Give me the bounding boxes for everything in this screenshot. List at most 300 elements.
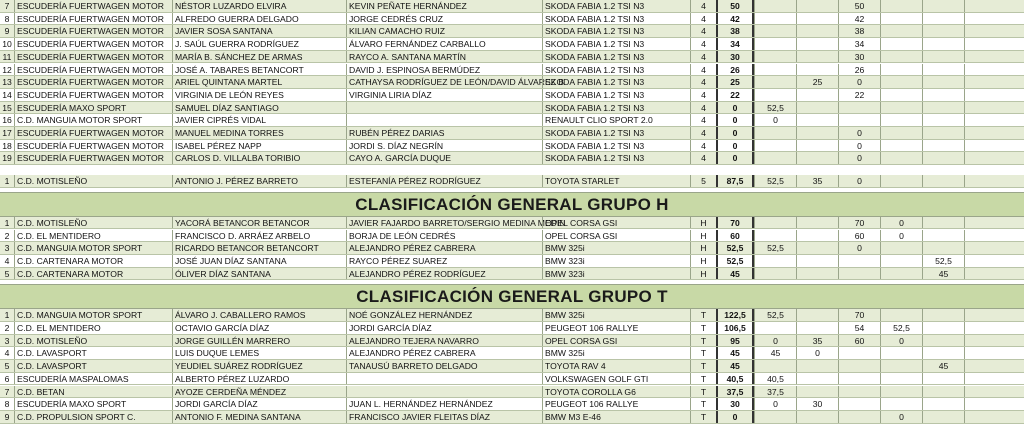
team-cell: ESCUDERÍA FUERTWAGEN MOTOR: [14, 25, 172, 37]
codriver-cell: JAVIER FAJARDO BARRETO/SERGIO MEDINA MEDIN: [346, 217, 542, 229]
codriver-cell: JORDI S. DÍAZ NEGRÍN: [346, 140, 542, 152]
team-cell: ESCUDERÍA FUERTWAGEN MOTOR: [14, 127, 172, 139]
total-points-cell: 45: [716, 360, 754, 372]
rally-6-points-cell: [964, 38, 1024, 50]
rally-1-points-cell: 37,5: [754, 386, 796, 398]
rally-4-points-cell: [880, 114, 922, 126]
total-points-cell: 122,5: [716, 309, 754, 321]
total-points-cell: 0: [716, 152, 754, 164]
class-cell: 4: [690, 64, 716, 76]
class-cell: T: [690, 322, 716, 334]
rally-3-points-cell: 26: [838, 64, 880, 76]
rally-3-points-cell: 60: [838, 335, 880, 347]
rally-5-points-cell: 52,5: [922, 255, 964, 267]
rally-1-points-cell: [754, 89, 796, 101]
team-cell: ESCUDERÍA FUERTWAGEN MOTOR: [14, 140, 172, 152]
team-cell: ESCUDERÍA FUERTWAGEN MOTOR: [14, 89, 172, 101]
rally-2-points-cell: [796, 322, 838, 334]
table-row: [0, 217, 1024, 230]
rally-6-points-cell: [964, 230, 1024, 242]
rally-5-points-cell: [922, 411, 964, 423]
rally-1-points-cell: [754, 127, 796, 139]
rally-2-points-cell: [796, 152, 838, 164]
codriver-cell: [346, 102, 542, 114]
rally-2-points-cell: [796, 268, 838, 280]
rally-3-points-cell: [838, 360, 880, 372]
car-cell: BMW M3 E-46: [542, 411, 690, 423]
rally-1-points-cell: [754, 255, 796, 267]
rally-2-points-cell: [796, 140, 838, 152]
rally-6-points-cell: [964, 322, 1024, 334]
driver-cell: RICARDO BETANCOR BETANCORT: [172, 242, 346, 254]
total-points-cell: 22: [716, 89, 754, 101]
rally-5-points-cell: [922, 140, 964, 152]
car-cell: SKODA FABIA 1.2 TSI N3: [542, 76, 690, 88]
table-row: [0, 309, 1024, 322]
position-cell: 2: [4, 230, 10, 241]
team-cell: ESCUDERÍA FUERTWAGEN MOTOR: [14, 152, 172, 164]
rally-2-points-cell: [796, 89, 838, 101]
rally-6-points-cell: [964, 64, 1024, 76]
team-cell: C.D. CARTENARA MOTOR: [14, 255, 172, 267]
team-cell: C.D. MANGUIA MOTOR SPORT: [14, 309, 172, 321]
position-cell: 9: [4, 411, 10, 422]
driver-cell: VIRGINIA DE LEÓN REYES: [172, 89, 346, 101]
class-cell: 4: [690, 89, 716, 101]
rally-1-points-cell: [754, 411, 796, 423]
rally-2-points-cell: 25: [796, 76, 838, 88]
rally-3-points-cell: 0: [838, 175, 880, 187]
codriver-cell: [346, 386, 542, 398]
driver-cell: ALBERTO PÉREZ LUZARDO: [172, 373, 346, 385]
rally-4-points-cell: [880, 25, 922, 37]
driver-cell: J. SAÚL GUERRA RODRÍGUEZ: [172, 38, 346, 50]
team-cell: ESCUDERÍA FUERTWAGEN MOTOR: [14, 64, 172, 76]
table-row: [0, 64, 1024, 77]
rally-3-points-cell: 42: [838, 13, 880, 25]
total-points-cell: 106,5: [716, 322, 754, 334]
rally-1-points-cell: [754, 268, 796, 280]
rally-4-points-cell: 0: [880, 335, 922, 347]
table-row: [0, 140, 1024, 153]
rally-5-points-cell: [922, 25, 964, 37]
total-points-cell: 40,5: [716, 373, 754, 385]
rally-4-points-cell: 0: [880, 230, 922, 242]
rally-5-points-cell: [922, 13, 964, 25]
table-row: [0, 102, 1024, 115]
codriver-cell: CAYO A. GARCÍA DUQUE: [346, 152, 542, 164]
rally-2-points-cell: [796, 242, 838, 254]
codriver-cell: JUAN L. HERNÁNDEZ HERNÁNDEZ: [346, 398, 542, 410]
rally-2-points-cell: [796, 25, 838, 37]
rally-2-points-cell: [796, 230, 838, 242]
class-cell: T: [690, 309, 716, 321]
rally-5-points-cell: [922, 175, 964, 187]
table-row: [0, 411, 1024, 424]
position-cell: 14: [2, 89, 12, 100]
driver-cell: JAVIER SOSA SANTANA: [172, 25, 346, 37]
position-cell: 9: [4, 26, 10, 37]
table-row: [0, 242, 1024, 255]
class-cell: T: [690, 335, 716, 347]
rally-2-points-cell: [796, 114, 838, 126]
rally-6-points-cell: [964, 175, 1024, 187]
rally-6-points-cell: [964, 398, 1024, 410]
car-cell: SKODA FABIA 1.2 TSI N3: [542, 25, 690, 37]
codriver-cell: ESTEFANÍA PÉREZ RODRÍGUEZ: [346, 175, 542, 187]
driver-cell: ISABEL PÉREZ NAPP: [172, 140, 346, 152]
rally-4-points-cell: [880, 347, 922, 359]
driver-cell: ÓLIVER DÍAZ SANTANA: [172, 268, 346, 280]
rally-4-points-cell: [880, 175, 922, 187]
rally-5-points-cell: [922, 217, 964, 229]
car-cell: BMW 325i: [542, 242, 690, 254]
class-cell: 5: [690, 175, 716, 187]
rally-6-points-cell: [964, 360, 1024, 372]
rally-6-points-cell: [964, 347, 1024, 359]
rally-1-points-cell: [754, 140, 796, 152]
rally-5-points-cell: [922, 373, 964, 385]
section-separator: [0, 165, 1024, 175]
codriver-cell: CATHAYSA RODRÍGUEZ DE LEÓN/DAVID ÁLVAREZ B: [346, 76, 542, 88]
rally-3-points-cell: 50: [838, 0, 880, 12]
rally-1-points-cell: [754, 360, 796, 372]
position-cell: 2: [4, 323, 10, 333]
rally-6-points-cell: [964, 152, 1024, 164]
rally-6-points-cell: [964, 373, 1024, 385]
rally-1-points-cell: 0: [754, 335, 796, 347]
driver-cell: SAMUEL DÍAZ SANTIAGO: [172, 102, 346, 114]
total-points-cell: 52,5: [716, 242, 754, 254]
rally-1-points-cell: 0: [754, 398, 796, 410]
table-row: [0, 76, 1024, 89]
car-cell: SKODA FABIA 1.2 TSI N3: [542, 127, 690, 139]
rally-4-points-cell: [880, 127, 922, 139]
car-cell: SKODA FABIA 1.2 TSI N3: [542, 152, 690, 164]
team-cell: ESCUDERÍA FUERTWAGEN MOTOR: [14, 51, 172, 63]
codriver-cell: ALEJANDRO PÉREZ RODRÍGUEZ: [346, 268, 542, 280]
position-cell: 11: [2, 51, 12, 62]
driver-cell: LUIS DUQUE LEMES: [172, 347, 346, 359]
position-cell: 5: [4, 268, 10, 279]
rally-6-points-cell: [964, 76, 1024, 88]
total-points-cell: 70: [716, 217, 754, 229]
rally-1-points-cell: [754, 217, 796, 229]
rally-5-points-cell: [922, 114, 964, 126]
driver-cell: ALFREDO GUERRA DELGADO: [172, 13, 346, 25]
table-row: [0, 152, 1024, 165]
rally-5-points-cell: [922, 230, 964, 242]
rally-6-points-cell: [964, 335, 1024, 347]
rally-1-points-cell: [754, 25, 796, 37]
rally-3-points-cell: [838, 386, 880, 398]
rally-6-points-cell: [964, 13, 1024, 25]
position-cell: 19: [2, 153, 12, 164]
class-cell: T: [690, 347, 716, 359]
class-cell: 4: [690, 0, 716, 12]
driver-cell: JORDI GARCÍA DÍAZ: [172, 398, 346, 410]
table-row: [0, 0, 1024, 13]
rally-3-points-cell: 0: [838, 140, 880, 152]
position-cell: 4: [4, 255, 10, 266]
position-cell: 6: [4, 373, 10, 384]
rally-6-points-cell: [964, 217, 1024, 229]
rally-4-points-cell: [880, 0, 922, 12]
rally-3-points-cell: [838, 411, 880, 423]
codriver-cell: VIRGINIA LIRIA DÍAZ: [346, 89, 542, 101]
position-cell: 7: [4, 1, 10, 11]
rally-1-points-cell: [754, 76, 796, 88]
position-cell: 8: [4, 13, 10, 24]
codriver-cell: RUBÉN PÉREZ DARIAS: [346, 127, 542, 139]
class-cell: H: [690, 255, 716, 267]
rally-4-points-cell: [880, 89, 922, 101]
class-cell: T: [690, 398, 716, 410]
rally-2-points-cell: [796, 102, 838, 114]
class-cell: T: [690, 386, 716, 398]
rally-6-points-cell: [964, 309, 1024, 321]
rally-2-points-cell: [796, 309, 838, 321]
position-cell: 13: [2, 77, 12, 88]
class-cell: 4: [690, 13, 716, 25]
total-points-cell: 95: [716, 335, 754, 347]
rally-4-points-cell: [880, 64, 922, 76]
total-points-cell: 52,5: [716, 255, 754, 267]
total-points-cell: 30: [716, 51, 754, 63]
table-row: [0, 373, 1024, 386]
position-cell: 15: [2, 102, 12, 113]
rally-5-points-cell: [922, 89, 964, 101]
codriver-cell: KILIAN CAMACHO RUIZ: [346, 25, 542, 37]
driver-cell: MARÍA B. SÁNCHEZ DE ARMAS: [172, 51, 346, 63]
car-cell: OPEL CORSA GSI: [542, 335, 690, 347]
rally-5-points-cell: [922, 347, 964, 359]
total-points-cell: 26: [716, 64, 754, 76]
rally-1-points-cell: [754, 0, 796, 12]
rally-1-points-cell: 45: [754, 347, 796, 359]
codriver-cell: RAYCO A. SANTANA MARTÍN: [346, 51, 542, 63]
car-cell: TOYOTA COROLLA G6: [542, 386, 690, 398]
car-cell: BMW 325i: [542, 347, 690, 359]
table-row: [0, 38, 1024, 51]
driver-cell: ARIEL QUINTANA MARTEL: [172, 76, 346, 88]
rally-6-points-cell: [964, 127, 1024, 139]
rally-3-points-cell: [838, 102, 880, 114]
rally-4-points-cell: [880, 13, 922, 25]
total-points-cell: 38: [716, 25, 754, 37]
rally-4-points-cell: [880, 38, 922, 50]
class-cell: T: [690, 360, 716, 372]
rally-5-points-cell: [922, 76, 964, 88]
total-points-cell: 0: [716, 411, 754, 423]
rally-3-points-cell: 0: [838, 76, 880, 88]
rally-5-points-cell: [922, 51, 964, 63]
rally-3-points-cell: [838, 114, 880, 126]
rally-2-points-cell: 0: [796, 347, 838, 359]
rally-3-points-cell: 22: [838, 89, 880, 101]
rally-3-points-cell: 54: [838, 322, 880, 334]
group-heading: CLASIFICACIÓN GENERAL GRUPO H: [0, 192, 1024, 217]
codriver-cell: NOÉ GONZÁLEZ HERNÁNDEZ: [346, 309, 542, 321]
team-cell: C.D. MOTISLEÑO: [14, 217, 172, 229]
team-cell: C.D. BETAN: [14, 386, 172, 398]
team-cell: C.D. MOTISLEÑO: [14, 335, 172, 347]
driver-cell: YACORÁ BETANCOR BETANCOR: [172, 217, 346, 229]
rally-6-points-cell: [964, 255, 1024, 267]
team-cell: C.D. EL MENTIDERO: [14, 322, 172, 334]
rally-4-points-cell: [880, 268, 922, 280]
total-points-cell: 50: [716, 0, 754, 12]
driver-cell: ANTONIO F. MEDINA SANTANA: [172, 411, 346, 423]
rally-2-points-cell: [796, 411, 838, 423]
team-cell: C.D. MANGUIA MOTOR SPORT: [14, 114, 172, 126]
rally-5-points-cell: [922, 242, 964, 254]
rally-4-points-cell: [880, 398, 922, 410]
car-cell: SKODA FABIA 1.2 TSI N3: [542, 38, 690, 50]
rally-2-points-cell: [796, 127, 838, 139]
position-cell: 7: [4, 386, 10, 397]
codriver-cell: ALEJANDRO PÉREZ CABRERA: [346, 242, 542, 254]
rally-3-points-cell: 70: [838, 217, 880, 229]
table-row: [0, 398, 1024, 411]
rally-6-points-cell: [964, 386, 1024, 398]
class-cell: H: [690, 230, 716, 242]
rally-4-points-cell: [880, 386, 922, 398]
class-cell: 4: [690, 140, 716, 152]
rally-5-points-cell: [922, 127, 964, 139]
rally-6-points-cell: [964, 102, 1024, 114]
codriver-cell: BORJA DE LEÓN CEDRÉS: [346, 230, 542, 242]
driver-cell: YEUDIEL SUÁREZ RODRÍGUEZ: [172, 360, 346, 372]
table-row: [0, 13, 1024, 26]
team-cell: C.D. LAVASPORT: [14, 347, 172, 359]
car-cell: SKODA FABIA 1.2 TSI N3: [542, 89, 690, 101]
class-cell: 4: [690, 152, 716, 164]
codriver-cell: ÁLVARO FERNÁNDEZ CARBALLO: [346, 38, 542, 50]
class-cell: 4: [690, 76, 716, 88]
car-cell: TOYOTA STARLET: [542, 175, 690, 187]
position-cell: 12: [2, 64, 12, 75]
table-row: [0, 89, 1024, 102]
rally-1-points-cell: 52,5: [754, 242, 796, 254]
rally-1-points-cell: [754, 38, 796, 50]
codriver-cell: JORGE CEDRÉS CRUZ: [346, 13, 542, 25]
rally-6-points-cell: [964, 51, 1024, 63]
rally-2-points-cell: [796, 13, 838, 25]
driver-cell: MANUEL MEDINA TORRES: [172, 127, 346, 139]
rally-4-points-cell: [880, 152, 922, 164]
rally-2-points-cell: [796, 360, 838, 372]
total-points-cell: 0: [716, 102, 754, 114]
rally-6-points-cell: [964, 268, 1024, 280]
table-row: [0, 230, 1024, 243]
rally-1-points-cell: 52,5: [754, 102, 796, 114]
class-cell: 4: [690, 51, 716, 63]
rally-2-points-cell: [796, 386, 838, 398]
rally-4-points-cell: [880, 51, 922, 63]
class-cell: 4: [690, 114, 716, 126]
driver-cell: CARLOS D. VILLALBA TORIBIO: [172, 152, 346, 164]
car-cell: SKODA FABIA 1.2 TSI N3: [542, 13, 690, 25]
rally-5-points-cell: [922, 309, 964, 321]
rally-4-points-cell: [880, 102, 922, 114]
rally-6-points-cell: [964, 114, 1024, 126]
table-row: [0, 347, 1024, 360]
rally-2-points-cell: [796, 64, 838, 76]
total-points-cell: 30: [716, 398, 754, 410]
position-cell: 10: [2, 39, 12, 50]
position-cell: 5: [4, 361, 10, 372]
team-cell: ESCUDERÍA MASPALOMAS: [14, 373, 172, 385]
rally-4-points-cell: [880, 140, 922, 152]
car-cell: PEUGEOT 106 RALLYE: [542, 398, 690, 410]
rally-5-points-cell: [922, 64, 964, 76]
rally-3-points-cell: 38: [838, 25, 880, 37]
team-cell: ESCUDERÍA MAXO SPORT: [14, 398, 172, 410]
total-points-cell: 25: [716, 76, 754, 88]
rally-1-points-cell: 40,5: [754, 373, 796, 385]
class-cell: H: [690, 242, 716, 254]
car-cell: TOYOTA RAV 4: [542, 360, 690, 372]
rally-6-points-cell: [964, 25, 1024, 37]
rally-4-points-cell: [880, 360, 922, 372]
class-cell: H: [690, 217, 716, 229]
rally-4-points-cell: 0: [880, 217, 922, 229]
car-cell: BMW 323i: [542, 255, 690, 267]
rally-4-points-cell: [880, 309, 922, 321]
total-points-cell: 42: [716, 13, 754, 25]
car-cell: SKODA FABIA 1.2 TSI N3: [542, 140, 690, 152]
position-cell: 17: [2, 128, 12, 138]
rally-5-points-cell: 45: [922, 268, 964, 280]
rally-5-points-cell: [922, 398, 964, 410]
car-cell: SKODA FABIA 1.2 TSI N3: [542, 102, 690, 114]
class-cell: T: [690, 373, 716, 385]
driver-cell: ANTONIO J. PÉREZ BARRETO: [172, 175, 346, 187]
total-points-cell: 0: [716, 114, 754, 126]
table-row: [0, 386, 1024, 399]
codriver-cell: [346, 114, 542, 126]
class-cell: 4: [690, 102, 716, 114]
car-cell: OPEL CORSA GSI: [542, 217, 690, 229]
table-row: [0, 114, 1024, 127]
rally-3-points-cell: 30: [838, 51, 880, 63]
rally-2-points-cell: 35: [796, 175, 838, 187]
rally-5-points-cell: [922, 102, 964, 114]
team-cell: C.D. CARTENARA MOTOR: [14, 268, 172, 280]
table-row: [0, 360, 1024, 373]
position-cell: 18: [2, 140, 12, 151]
rally-3-points-cell: [838, 398, 880, 410]
rally-5-points-cell: [922, 322, 964, 334]
team-cell: C.D. MANGUIA MOTOR SPORT: [14, 242, 172, 254]
codriver-cell: DAVID J. ESPINOSA BERMÚDEZ: [346, 64, 542, 76]
position-cell: 4: [4, 348, 10, 359]
team-cell: C.D. EL MENTIDERO: [14, 230, 172, 242]
total-points-cell: 0: [716, 127, 754, 139]
table-row: [0, 322, 1024, 335]
codriver-cell: RAYCO PÉREZ SUAREZ: [346, 255, 542, 267]
rally-1-points-cell: [754, 322, 796, 334]
table-row: [0, 25, 1024, 38]
position-cell: 8: [4, 399, 10, 410]
rally-3-points-cell: [838, 373, 880, 385]
rally-2-points-cell: [796, 255, 838, 267]
rally-1-points-cell: [754, 51, 796, 63]
total-points-cell: 87,5: [716, 175, 754, 187]
rally-5-points-cell: [922, 386, 964, 398]
codriver-cell: KEVIN PEÑATE HERNÁNDEZ: [346, 0, 542, 12]
